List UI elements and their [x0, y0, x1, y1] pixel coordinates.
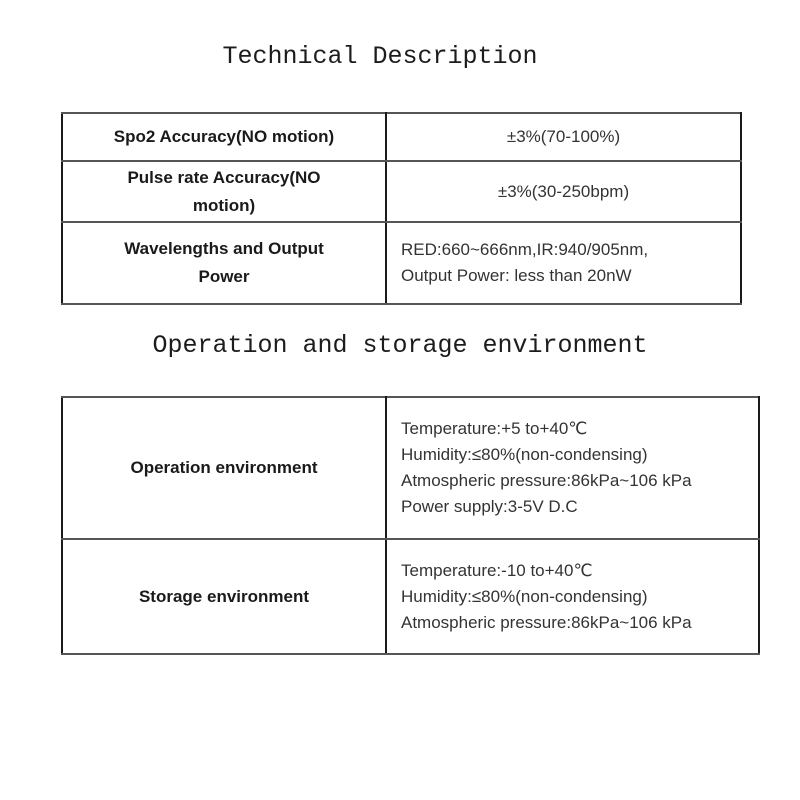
- row-label: Spo2 Accuracy(NO motion): [113, 127, 335, 146]
- row-label: Storage environment: [138, 586, 310, 606]
- row-label-cell: [62, 161, 386, 222]
- row-value-line: Temperature:+5 to+40℃: [401, 419, 588, 438]
- row-value: ±3%(30-250bpm): [497, 181, 630, 201]
- table-row: [62, 539, 759, 654]
- row-value-cell: [386, 539, 759, 654]
- row-value-line: Power supply:3-5V D.C: [401, 497, 578, 516]
- table-row: [62, 161, 741, 222]
- table-row: [62, 222, 741, 304]
- row-label: Pulse rate Accuracy(NO motion): [127, 167, 321, 215]
- environment-table: [61, 396, 760, 655]
- row-value-line: Atmospheric pressure:86kPa~106 kPa: [401, 612, 692, 632]
- table-row: [62, 113, 741, 161]
- row-label-cell: [62, 113, 386, 161]
- page-title: Technical Description: [222, 42, 538, 71]
- row-value-line: RED:660~666nm,IR:940/905nm,: [401, 240, 649, 259]
- row-label-cell: [62, 397, 386, 539]
- row-value-line: Temperature:-10 to+40℃: [401, 560, 593, 580]
- row-value-cell: [386, 222, 741, 304]
- row-label-cell: [62, 539, 386, 654]
- row-label: Operation environment: [130, 458, 318, 477]
- table-row: [62, 397, 759, 539]
- row-value-line: Output Power: less than 20nW: [401, 266, 632, 285]
- row-value-line: Humidity:≤80%(non-condensing): [401, 445, 648, 464]
- row-value-cell: [386, 161, 741, 222]
- row-value-cell: [386, 113, 741, 161]
- row-label: Wavelengths and Output Power: [124, 239, 324, 286]
- row-value-line: Humidity:≤80%(non-condensing): [401, 586, 648, 606]
- technical-description-table: [61, 112, 742, 305]
- row-value-cell: [386, 397, 759, 539]
- row-label-cell: [62, 222, 386, 304]
- section-title: Operation and storage environment: [152, 331, 648, 360]
- row-value: ±3%(70-100%): [506, 127, 621, 146]
- row-value-line: Atmospheric pressure:86kPa~106 kPa: [401, 471, 692, 490]
